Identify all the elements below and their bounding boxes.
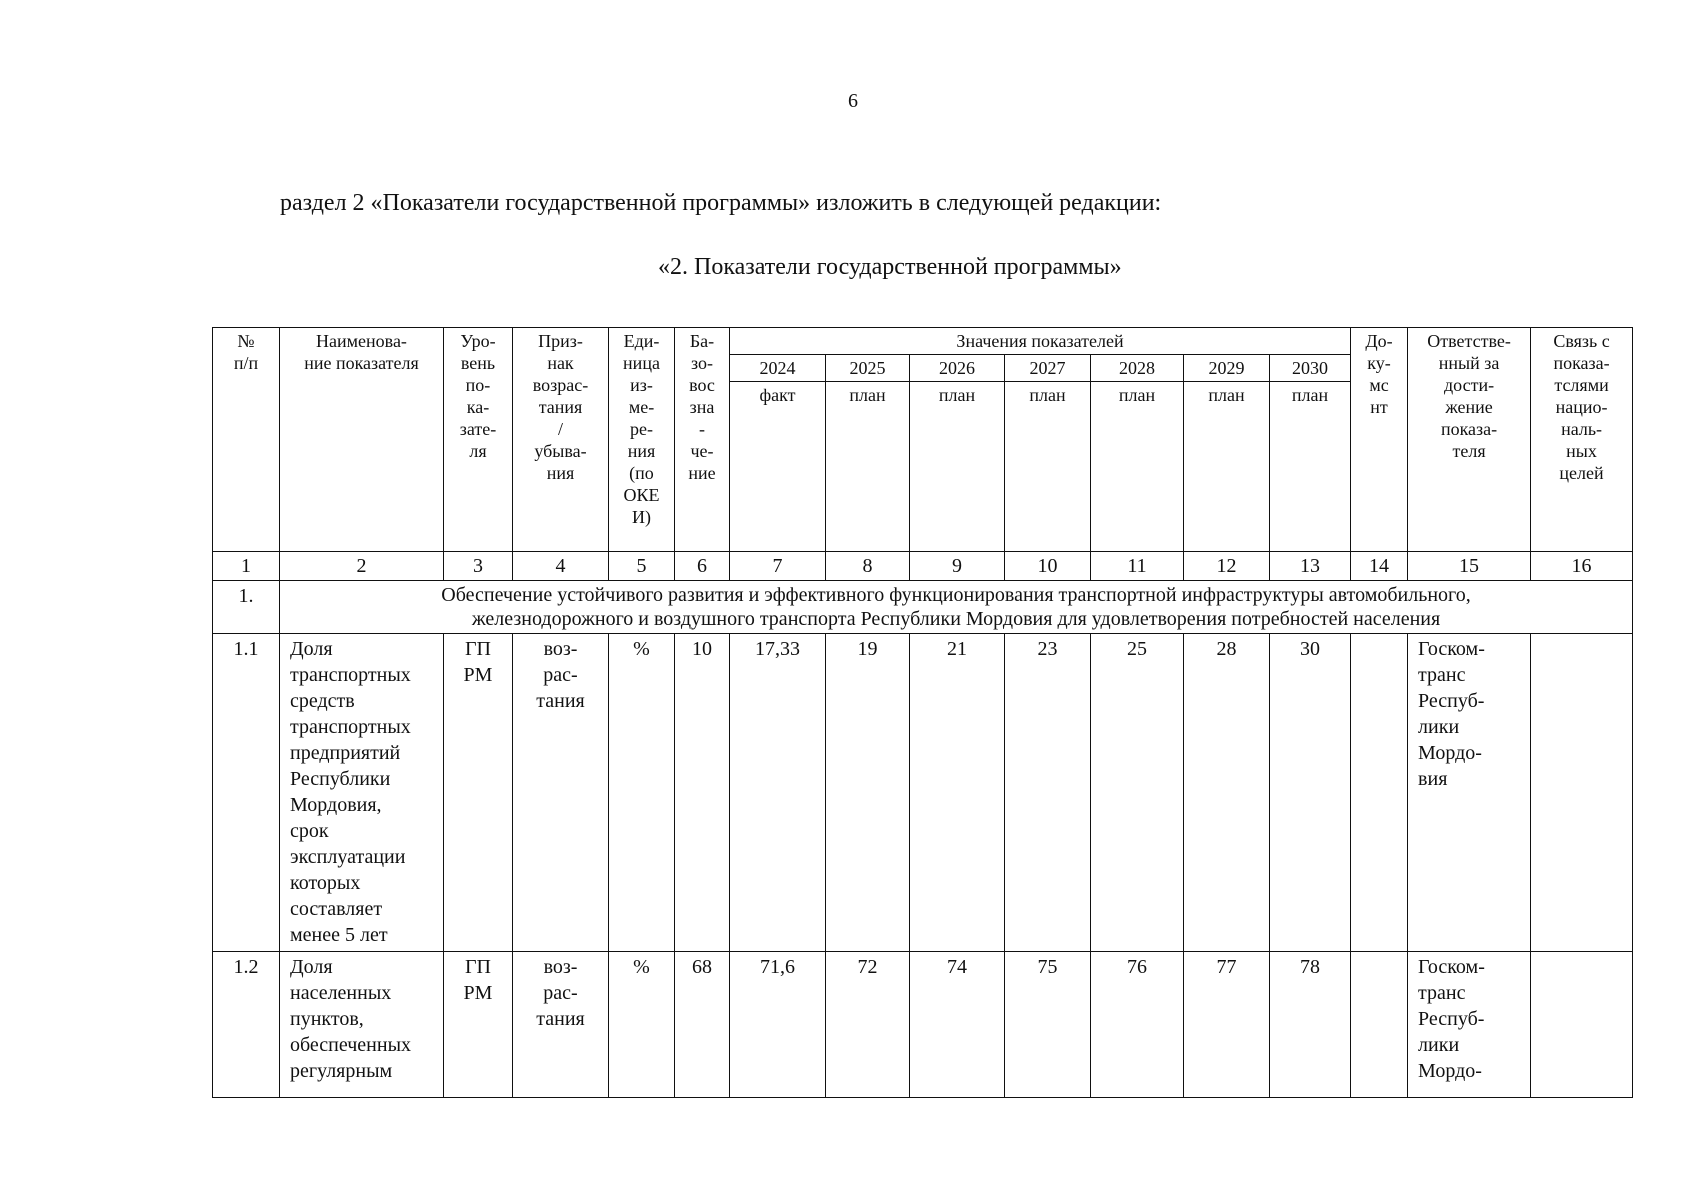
column-number: 12 [1184,552,1270,581]
intro-text: раздел 2 «Показатели государственной программы» изложить в следующей редакции: [280,190,1162,216]
column-number: 11 [1091,552,1184,581]
header-year: 2026 [910,355,1005,382]
indicator-name: Доля транспортных средств транспортных предприятий Республики Мордовия, срок эксплуатации которых составляет менее 5 лет [280,634,444,952]
indicators-table [212,327,1633,1098]
indicator-link [1531,952,1633,1098]
column-number: 6 [675,552,730,581]
header-year-type: план [1091,382,1184,552]
indicator-level: ГП РМ [444,634,513,952]
value-2029: 28 [1184,634,1270,952]
column-number: 4 [513,552,609,581]
section-name: Обеспечение устойчивого развития и эффективного функционирования транспортной инфраструктуры автомобильного, железнодорожного и воздушного транспорта Республики Мордовия для удовлетворения потребностей населения [280,581,1633,634]
header-year-type: план [1270,382,1351,552]
value-2028: 25 [1091,634,1184,952]
column-number: 2 [280,552,444,581]
column-number: 8 [826,552,910,581]
indicator-responsible: Госком- транс Респуб- лики Мордо- вия [1408,634,1531,952]
header-year: 2024 [730,355,826,382]
header-values-group: Значения показателей [730,328,1351,355]
column-number: 15 [1408,552,1531,581]
header-year-type: план [1005,382,1091,552]
column-number: 13 [1270,552,1351,581]
indicator-unit: % [609,952,675,1098]
value-2026: 21 [910,634,1005,952]
indicator-responsible: Госком- транс Респуб- лики Мордо- [1408,952,1531,1098]
value-2026: 74 [910,952,1005,1098]
indicator-doc [1351,952,1408,1098]
row-number: 1.2 [213,952,280,1098]
indicator-sign: воз- рас- тания [513,634,609,952]
column-number-row [213,552,1633,581]
indicator-doc [1351,634,1408,952]
header-base: Ба- зо- вос зна - че- ние [675,328,730,552]
header-year-type: план [1184,382,1270,552]
column-number: 9 [910,552,1005,581]
header-year-type: план [826,382,910,552]
column-number: 1 [213,552,280,581]
indicator-base: 10 [675,634,730,952]
header-year: 2028 [1091,355,1184,382]
table-row [213,634,1633,952]
value-2027: 75 [1005,952,1091,1098]
header-link: Связь с показа- тслями нацио- наль- ных целей [1531,328,1633,552]
header-name: Наименова- ние показателя [280,328,444,552]
section-number: 1. [213,581,280,634]
value-2027: 23 [1005,634,1091,952]
value-2030: 78 [1270,952,1351,1098]
header-year: 2030 [1270,355,1351,382]
header-year: 2025 [826,355,910,382]
column-number: 5 [609,552,675,581]
value-2029: 77 [1184,952,1270,1098]
value-2028: 76 [1091,952,1184,1098]
indicator-unit: % [609,634,675,952]
value-2025: 19 [826,634,910,952]
header-year-type: факт [730,382,826,552]
table-row [213,952,1633,1098]
page-number: 6 [848,90,858,112]
header-year: 2027 [1005,355,1091,382]
section-title: «2. Показатели государственной программы» [658,254,1122,280]
column-number: 3 [444,552,513,581]
indicator-level: ГП РМ [444,952,513,1098]
value-2030: 30 [1270,634,1351,952]
header-sign: Приз- нак возрас- тания / убыва- ния [513,328,609,552]
column-number: 10 [1005,552,1091,581]
indicator-link [1531,634,1633,952]
indicator-sign: воз- рас- тания [513,952,609,1098]
indicator-base: 68 [675,952,730,1098]
header-doc: До- ку- мс нт [1351,328,1408,552]
column-number: 7 [730,552,826,581]
header-level: Уро- вень по- ка- зате- ля [444,328,513,552]
section-row [213,581,1633,634]
row-number: 1.1 [213,634,280,952]
column-number: 16 [1531,552,1633,581]
header-unit: Еди- ница из- ме- ре- ния (по ОКЕ И) [609,328,675,552]
header-year: 2029 [1184,355,1270,382]
header-responsible: Ответстве- нный за дости- жение показа- теля [1408,328,1531,552]
value-2024: 71,6 [730,952,826,1098]
header-year-type: план [910,382,1005,552]
indicator-name: Доля населенных пунктов, обеспеченных регулярным [280,952,444,1098]
value-2024: 17,33 [730,634,826,952]
value-2025: 72 [826,952,910,1098]
header-num: № п/п [213,328,280,552]
column-number: 14 [1351,552,1408,581]
header-row-1 [213,328,1633,355]
